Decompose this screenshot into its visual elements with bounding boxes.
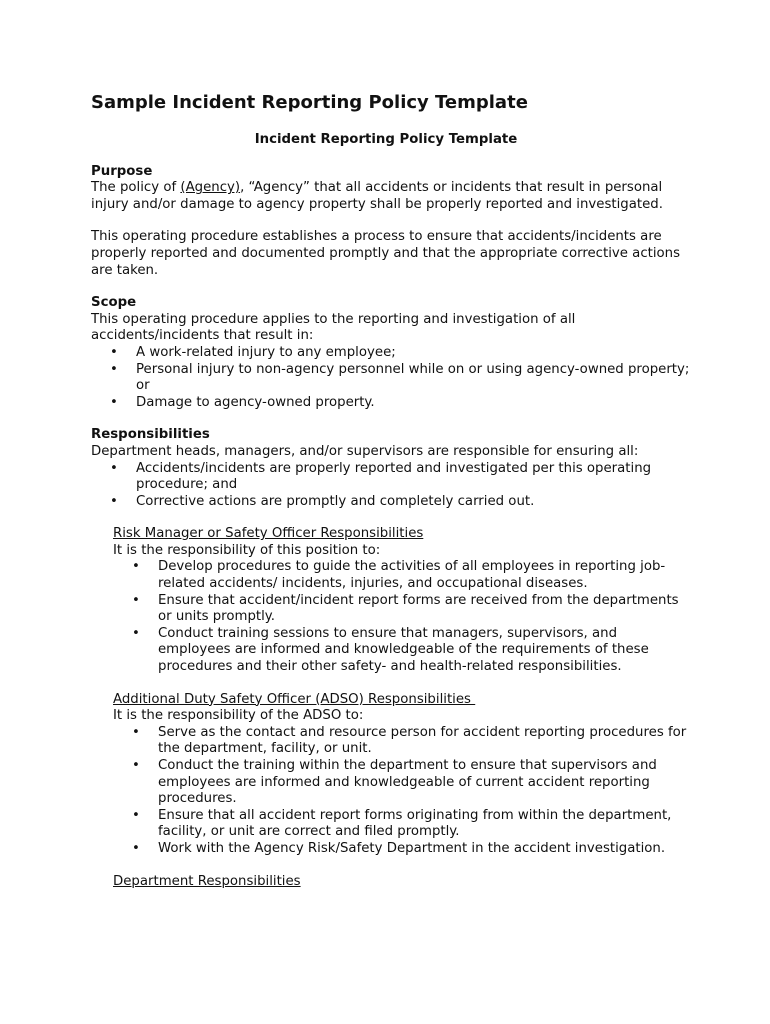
adso-list: [113, 725, 691, 858]
risk-manager-heading: Risk Manager or Safety Officer Responsibilities: [113, 526, 424, 542]
responsibilities-section: [91, 427, 691, 510]
department-heading: Department Responsibilities: [113, 873, 301, 889]
scope-section: [91, 295, 691, 411]
scope-list: [91, 345, 691, 411]
adso-heading: Additional Duty Safety Officer (ADSO) Responsibilities: [113, 691, 476, 707]
document-title: Sample Incident Reporting Policy Template: [91, 92, 528, 113]
list-item: • A work-related injury to any employee;: [91, 345, 691, 362]
list-item: • Damage to agency-owned property.: [91, 395, 691, 412]
purpose-paragraph-1: [91, 180, 691, 213]
responsibilities-intro: Department heads, managers, and/or supervisors are responsible for ensuring all:: [91, 443, 639, 459]
adso-section: [113, 692, 691, 858]
document-body: [91, 132, 691, 890]
list-item: • Ensure that accident/incident report forms are received from the departments or units promptly.: [113, 593, 691, 626]
purpose-section: [91, 164, 691, 280]
purpose-suffix: , “Agency” that all accidents or incidents that result in personal injury and/or damage to agency property shall be properly reported and investigated.: [91, 180, 663, 212]
list-item: • Conduct the training within the department to ensure that supervisors and employees are informed and knowledgeable of current accident reporting procedures.: [113, 758, 691, 808]
responsibilities-list: [91, 461, 691, 511]
scope-intro: This operating procedure applies to the reporting and investigation of all accidents/incidents that result in:: [91, 311, 576, 344]
risk-manager-section: [113, 526, 691, 675]
responsibilities-heading: Responsibilities: [91, 427, 210, 443]
adso-intro: It is the responsibility of the ADSO to:: [113, 708, 364, 724]
purpose-heading: Purpose: [91, 163, 153, 179]
list-item: • Develop procedures to guide the activities of all employees in reporting job-related accidents/ incidents, injuries, and occupational diseases.: [113, 559, 691, 592]
risk-manager-list: [113, 559, 691, 675]
agency-placeholder: (Agency): [180, 180, 241, 196]
list-item: • Serve as the contact and resource person for accident reporting procedures for the department, facility, or unit.: [113, 725, 691, 758]
purpose-prefix: The policy of: [91, 180, 181, 196]
document-subtitle: Incident Reporting Policy Template: [254, 132, 518, 147]
list-item: • Corrective actions are promptly and completely carried out.: [91, 494, 691, 511]
purpose-paragraph-2: This operating procedure establishes a process to ensure that accidents/incidents are properly reported and documented promptly and that the appropriate corrective actions are taken.: [91, 229, 681, 278]
scope-heading: Scope: [91, 295, 137, 311]
list-item: • Accidents/incidents are properly reported and investigated per this operating procedure; and: [91, 461, 691, 494]
department-section: [113, 874, 691, 891]
list-item: • Work with the Agency Risk/Safety Department in the accident investigation.: [113, 841, 691, 858]
list-item: • Personal injury to non-agency personnel while on or using agency-owned property; or: [91, 362, 691, 395]
list-item: • Conduct training sessions to ensure that managers, supervisors, and employees are informed and knowledgeable of the requirements of these procedures and their other safety- and health-related responsibilities.: [113, 626, 691, 676]
list-item: • Ensure that all accident report forms originating from within the department, facility, or unit are correct and filed promptly.: [113, 808, 691, 841]
risk-manager-intro: It is the responsibility of this position to:: [113, 542, 381, 558]
